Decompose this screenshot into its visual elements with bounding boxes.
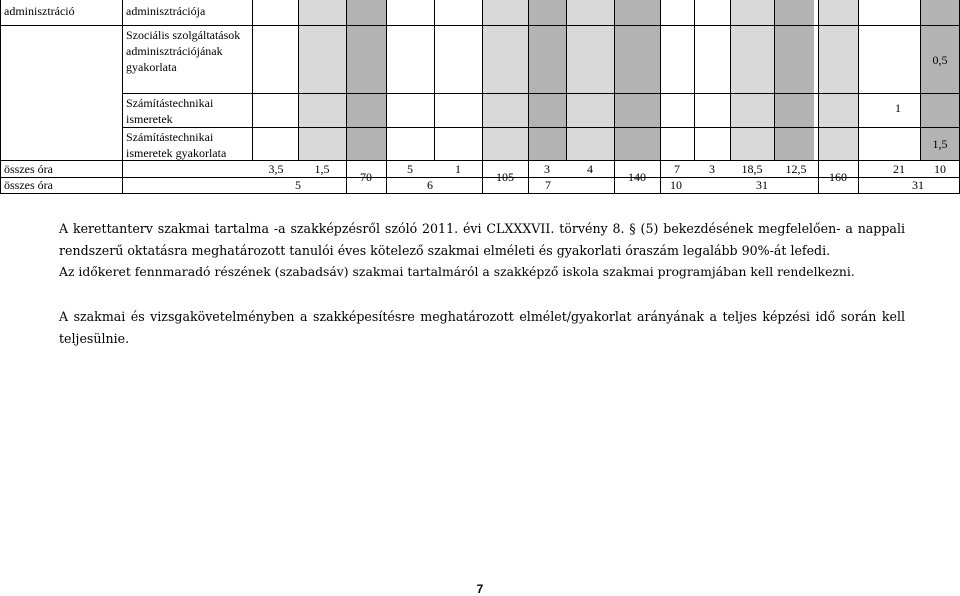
shaded-column <box>774 0 814 160</box>
sum-row-label: összes óra <box>4 162 53 176</box>
sum-value: 160 <box>829 170 847 184</box>
sum-value: 7 <box>545 178 551 192</box>
subject-cell: Számítástechnikai ismeretek <box>126 96 214 126</box>
shaded-column <box>818 0 858 160</box>
subject-cell: Számítástechnikai ismeretek gyakorlata <box>126 130 227 160</box>
subject-cell: Szociális szolgáltatások adminisztrációjának gyakorlata <box>126 28 241 74</box>
sum-value: 1,5 <box>314 162 330 176</box>
paragraph-framework-coverage: A kerettanterv szakmai tartalma -a szakképzésről szóló 2011. évi CLXXXVII. törvény 8. § (5) bekezdésének megfelelően- a nappali rendszerű oktatásra meghatározott tanulói éves kötelező szakmai elméleti és gyakorlati óraszám legalább 90%-át lefedi. <box>59 221 905 258</box>
shaded-column <box>614 0 660 160</box>
sum-value: 18,5 <box>741 162 763 176</box>
hours-cell: 1 <box>895 101 901 115</box>
shaded-column <box>730 0 774 160</box>
sum-value: 70 <box>360 170 372 184</box>
sum-value: 12,5 <box>785 162 807 176</box>
sum-value: 6 <box>427 178 433 192</box>
sum-value: 3 <box>709 162 715 176</box>
subject-cell: adminisztrációja <box>126 4 206 18</box>
sum-value: 3 <box>544 162 550 176</box>
sum-value: 4 <box>587 162 593 176</box>
sum-value: 10 <box>934 162 946 176</box>
sum-value: 7 <box>674 162 680 176</box>
sum-value: 105 <box>496 170 514 184</box>
shaded-column <box>482 0 528 160</box>
sum-value: 5 <box>295 178 301 192</box>
shaded-column <box>920 0 960 160</box>
hour-table <box>0 0 960 200</box>
row-header-cell: adminisztráció <box>4 4 75 18</box>
sum-value: 1 <box>455 162 461 176</box>
sum-value: 21 <box>893 162 905 176</box>
sum-value: 140 <box>628 170 646 184</box>
shaded-column <box>566 0 614 160</box>
sum-row-label: összes óra <box>4 178 53 192</box>
paragraph-free-time: Az időkeret fennmaradó részének (szabadsáv) szakmai tartalmáról a szakképző iskola szakmai programjában kell rendelkezni. <box>59 264 855 279</box>
sum-value: 31 <box>756 178 768 192</box>
hours-cell: 0,5 <box>932 53 948 67</box>
sum-value: 10 <box>670 178 682 192</box>
paragraph-theory-practice-ratio: A szakmai és vizsgakövetelményben a szakképesítésre meghatározott elmélet/gyakorlat arányának a teljes képzési idő során kell teljesülnie. <box>59 309 905 346</box>
hours-cell: 1,5 <box>932 137 948 151</box>
sum-value: 31 <box>912 178 924 192</box>
page-number: 7 <box>476 582 484 596</box>
sum-value: 3,5 <box>268 162 284 176</box>
sum-value: 5 <box>407 162 413 176</box>
shaded-column <box>298 0 346 160</box>
shaded-column <box>528 0 566 160</box>
shaded-column <box>346 0 386 160</box>
